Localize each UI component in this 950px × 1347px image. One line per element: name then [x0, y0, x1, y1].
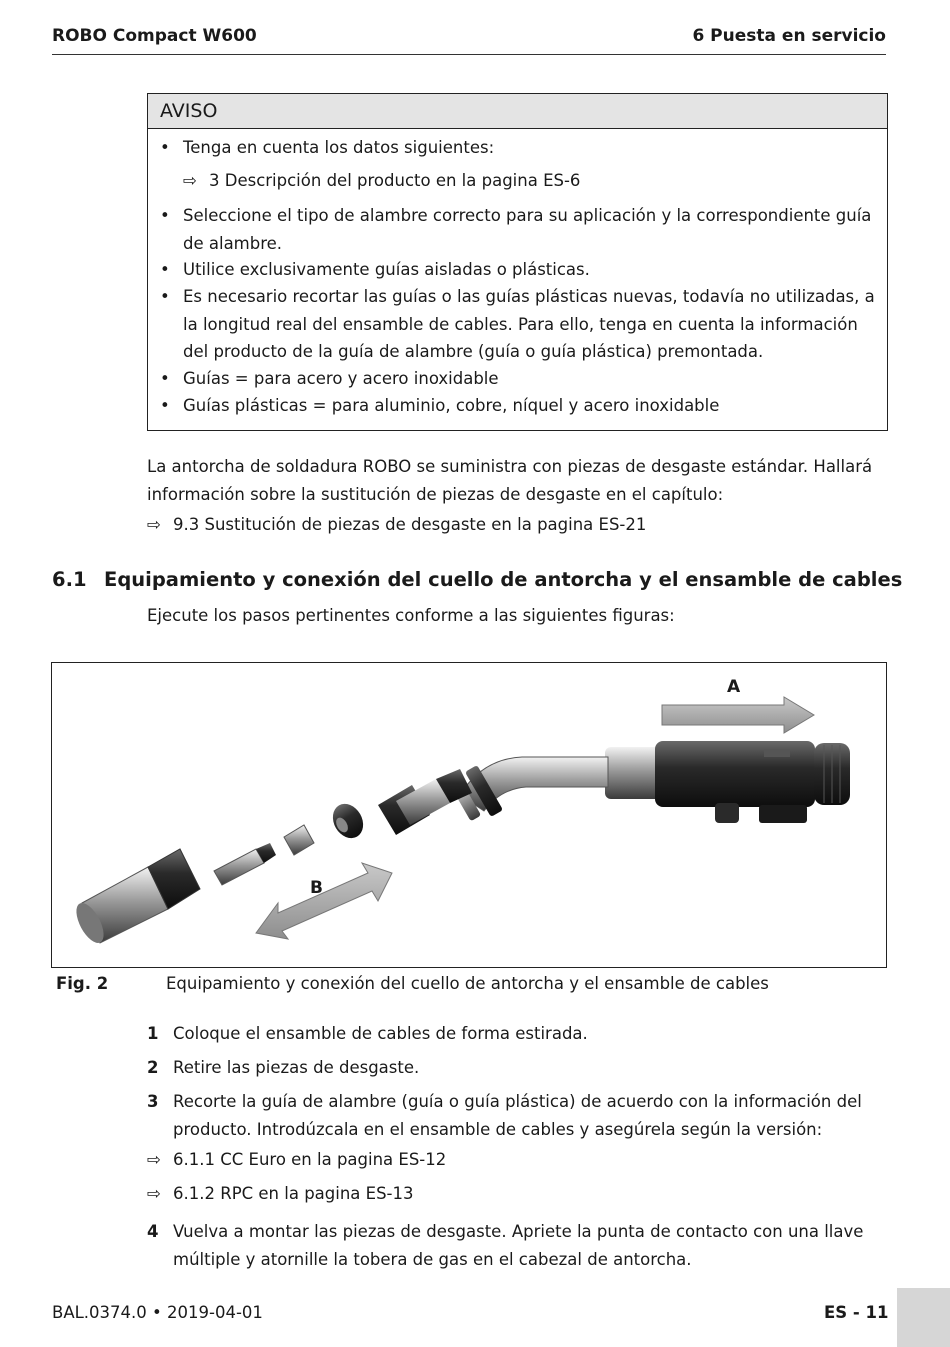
step-number: 4 [147, 1222, 159, 1241]
figure-label-b: B [310, 878, 323, 898]
figure-caption [56, 974, 769, 993]
bullet-icon: • [160, 287, 170, 306]
insulator-part [327, 798, 369, 843]
notice-reference[interactable]: ⇨ 3 Descripción del producto en la pagina ES-6 [183, 171, 581, 190]
bullet-icon: • [160, 260, 170, 279]
header-product: ROBO Compact W600 [52, 26, 257, 46]
arrow-b-icon [256, 863, 392, 939]
notice-box [147, 93, 888, 431]
nozzle-holder [378, 769, 472, 835]
caption-label: Fig. 2 [56, 974, 109, 993]
section-lead: Ejecute los pasos pertinentes conforme a las siguientes figuras: [147, 606, 675, 625]
step-number: 3 [147, 1092, 159, 1111]
step-reference[interactable]: ⇨ 6.1.2 RPC en la pagina ES-13 [147, 1184, 414, 1203]
step-item: 3 Recorte la guía de alambre (guía o guía plástica) de acuerdo con la información del producto. Introdúzcala en el ensamble de cables y asegúrela según la versión: [147, 1088, 886, 1143]
bullet-icon: • [160, 396, 170, 415]
footer-page-number: ES - 11 [824, 1303, 889, 1322]
bullet-icon: • [160, 369, 170, 388]
reference-arrow-icon: ⇨ [183, 171, 197, 190]
notice-item: • Guías = para acero y acero inoxidable [160, 365, 876, 393]
step-item: 4 Vuelva a montar las piezas de desgaste. Apriete la punta de contacto con una llave múltiple y atornille la tobera de gas en el cabezal de antorcha. [147, 1218, 886, 1273]
step-number: 1 [147, 1024, 159, 1043]
figure-torch-assembly [51, 662, 887, 968]
section-title: Equipamiento y conexión del cuello de antorcha y el ensamble de cables [104, 568, 903, 591]
torch-neck [451, 757, 608, 821]
figure-label-a: A [727, 677, 741, 697]
section-heading [52, 568, 902, 591]
footer-document-id: BAL.0374.0 • 2019-04-01 [52, 1303, 263, 1322]
notice-item: • Tenga en cuenta los datos siguientes: [160, 134, 876, 162]
contact-tip-part [214, 843, 276, 885]
bullet-icon: • [160, 206, 170, 225]
step-item: 2 Retire las piezas de desgaste. [147, 1054, 886, 1082]
notice-item: • Es necesario recortar las guías o las guías plásticas nuevas, todavía no utilizadas, a la longitud real del ensamble de cables. Para ello, tenga en cuenta la información del producto de la guía de alambre (guía o guía plástica) premontada. [160, 283, 876, 366]
small-nut-part [284, 825, 314, 855]
arrow-a-icon [662, 697, 814, 733]
torch-handle [605, 741, 850, 823]
reference-arrow-icon: ⇨ [147, 1184, 161, 1203]
page-tab-marker [897, 1288, 950, 1347]
notice-title: AVISO [148, 94, 887, 129]
notice-item: • Guías plásticas = para aluminio, cobre, níquel y acero inoxidable [160, 392, 876, 420]
step-reference[interactable]: ⇨ 6.1.1 CC Euro en la pagina ES-12 [147, 1150, 447, 1169]
step-number: 2 [147, 1058, 159, 1077]
step-item: 1 Coloque el ensamble de cables de forma estirada. [147, 1020, 886, 1048]
torch-illustration [52, 663, 886, 967]
gas-nozzle-part [71, 849, 200, 947]
intro-reference[interactable]: ⇨ 9.3 Sustitución de piezas de desgaste en la pagina ES-21 [147, 515, 647, 534]
notice-item: • Seleccione el tipo de alambre correcto para su aplicación y la correspondiente guía de alambre. [160, 202, 876, 257]
section-number: 6.1 [52, 568, 87, 591]
page-header [52, 26, 886, 55]
caption-text: Equipamiento y conexión del cuello de antorcha y el ensamble de cables [166, 974, 769, 993]
reference-arrow-icon: ⇨ [147, 1150, 161, 1169]
bullet-icon: • [160, 138, 170, 157]
header-chapter: 6 Puesta en servicio [692, 26, 886, 46]
notice-item: • Utilice exclusivamente guías aisladas o plásticas. [160, 256, 876, 284]
reference-arrow-icon: ⇨ [147, 515, 161, 534]
intro-paragraph: La antorcha de soldadura ROBO se suministra con piezas de desgaste estándar. Hallará información sobre la sustitución de piezas de desgaste en el capítulo: [147, 457, 873, 504]
